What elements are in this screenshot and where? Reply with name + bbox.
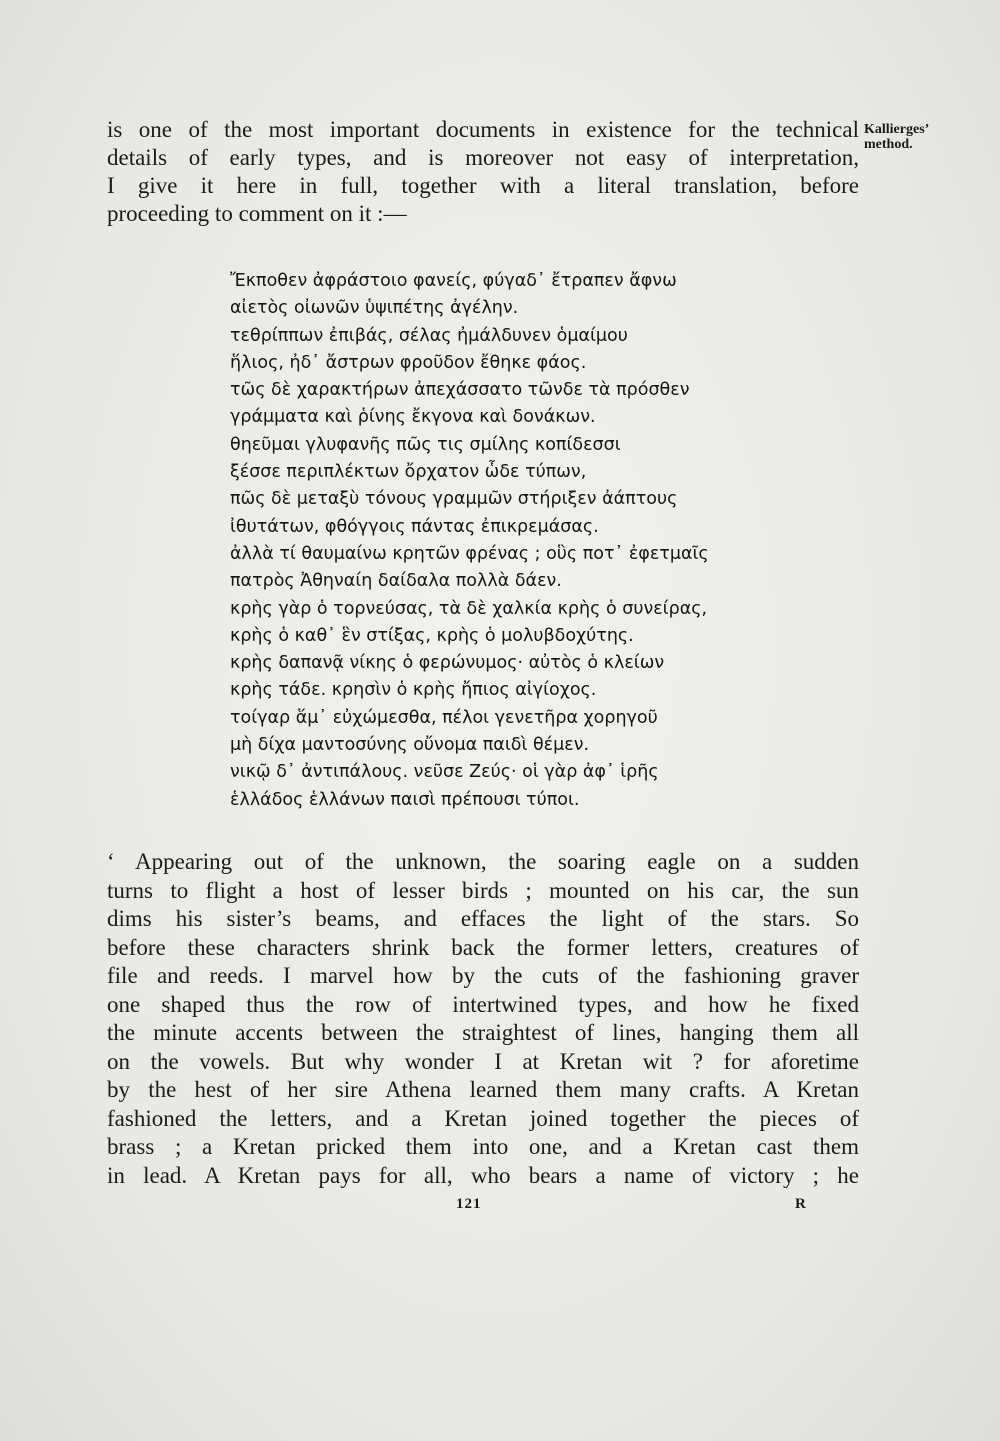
verse-line: πῶς δὲ μεταξὺ τόνους γραμμῶν στήριξεν ἀάπτους [230,489,678,510]
translation-line: in lead. A Kretan pays for all, who bears a name of victory ; he [107,1162,859,1188]
translation-line: the minute accents between the straightest of lines, hanging them all [107,1020,859,1045]
translation-line: before these characters shrink back the former letters, creatures of [107,934,859,960]
translation-line: dims his sister’s beams, and effaces the light of the stars. So [107,906,859,931]
verse-line: ἀλλὰ τί θαυμαίνω κρητῶν φρένας ; οὓς ποτ᾽ ἐφετμαῖς [230,543,709,564]
verse-line: αἰετὸς οἰωνῶν ὑψιπέτης ἀγέλην. [230,298,519,319]
verse-line: πατρὸς Ἀθηναίη δαίδαλα πολλὰ δάεν. [230,571,562,592]
page-number: 121 [456,1196,482,1212]
marginal-note [864,122,984,152]
translation-line: by the hest of her sire Athena learned them many crafts. A Kretan [107,1077,859,1102]
intro-line: is one of the most important documents in existence for the technical [107,117,859,142]
intro-line: proceeding to comment on it :— [107,201,407,226]
verse-line: ξέσσε περιπλέκτων ὄρχατον ὧδε τύπων, [230,462,587,483]
verse-line: θηεῦμαι γλυφανῆς πῶς τις σμίλης κοπίδεσσι [230,434,621,455]
verse-line: τῶς δὲ χαρακτήρων ἀπεχάσσατο τῶνδε τὰ πρόσθεν [230,380,690,401]
verse-line: νικῷ δ᾽ ἀντιπάλους. νεῦσε Ζεύς· οἱ γὰρ ἀφ᾽ ἱρῆς [230,762,659,783]
verse-line: κρὴς γὰρ ὁ τορνεύσας, τὰ δὲ χαλκία κρὴς ὁ συνείρας, [230,598,708,619]
marginal-note-line: Kallierges’ [864,122,930,137]
translation-line: file and reeds. I marvel how by the cuts of the fashioning graver [107,963,859,988]
verse-line: ἰθυτάτων, φθόγγοις πάντας ἐπικρεμάσας. [230,516,599,537]
intro-paragraph [107,116,859,228]
verse-line: κρὴς δαπανᾷ νίκης ὁ φερώνυμος· αὐτὸς ὁ κλείων [230,653,665,674]
verse-line: τοίγαρ ἅμ᾽ εὐχώμεσθα, πέλοι γενετῆρα χορηγοῦ [230,707,658,728]
translation-line: fashioned the letters, and a Kretan joined together the pieces of [107,1105,859,1131]
marginal-note-line: method. [864,137,913,152]
translation-line: one shaped thus the row of intertwined types, and how he fixed [107,991,859,1017]
verse-line: μὴ δίχα μαντοσύνης οὔνομα παιδὶ θέμεν. [230,735,590,756]
verse-line: ἥλιος, ἠδ᾽ ἄστρων φροῦδον ἔθηκε φάος. [230,352,587,373]
intro-line: I give it here in full, together with a literal translation, before [107,173,859,198]
translation-line: on the vowels. But why wonder I at Kretan wit ? for aforetime [107,1048,859,1074]
verse-line: κρὴς τάδε. κρησὶν ὁ κρὴς ἤπιος αἰγίοχος. [230,680,597,701]
translation-line: ‘ Appearing out of the unknown, the soaring eagle on a sudden [107,849,859,874]
verse-line: γράμματα καὶ ῥίνης ἔκγονα καὶ δονάκων. [230,407,596,428]
verse-line: ἑλλάδος ἑλλάνων παισὶ πρέπουσι τύποι. [230,789,580,810]
verse-line: τεθρίππων ἐπιβάς, σέλας ἠμάλδυνεν ὁμαίμου [230,325,628,346]
verse-line: κρὴς ὁ καθ᾽ ἓν στίξας, κρὴς ὁ μολυβδοχύτης. [230,625,634,646]
translation-line: turns to flight a host of lesser birds ; mounted on his car, the sun [107,877,859,903]
verse-line: Ἔκποθεν ἀφράστοιο φανείς, φύγαδ᾽ ἔτραπεν ἄφνω [230,271,677,291]
greek-verse [230,268,830,814]
translation-line: brass ; a Kretan pricked them into one, and a Kretan cast them [107,1134,859,1159]
translation-paragraph [107,848,859,1190]
signature-mark: R [795,1196,806,1212]
intro-line: details of early types, and is moreover not easy of interpretation, [107,145,859,170]
